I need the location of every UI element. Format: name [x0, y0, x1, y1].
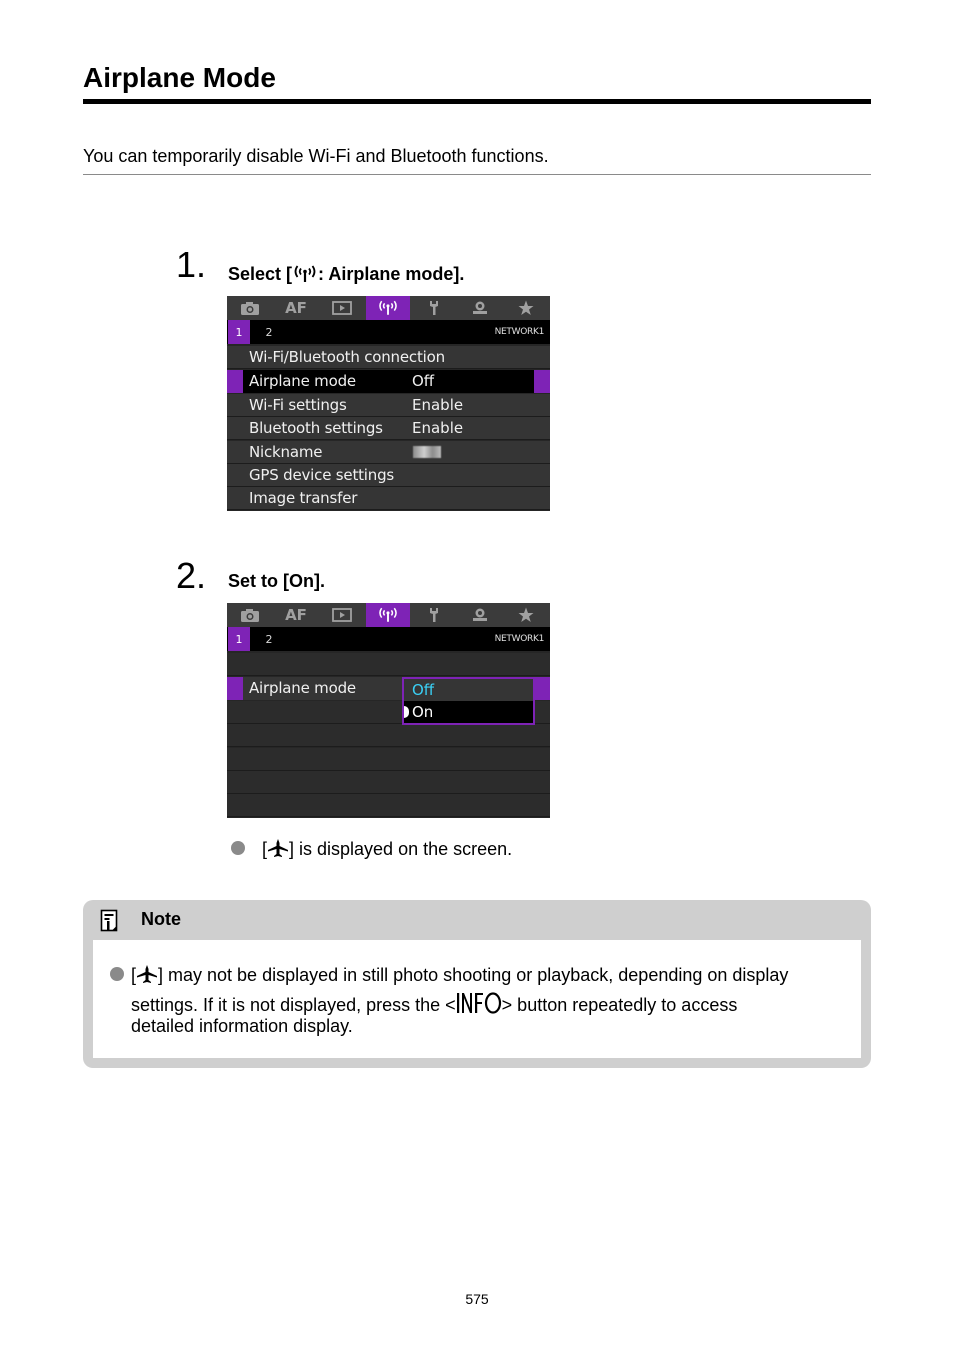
menu-item-label: Wi-Fi/Bluetooth connection	[249, 348, 445, 366]
page-title: Airplane Mode	[83, 62, 276, 93]
tab-my-menu[interactable]	[504, 603, 548, 627]
wireless-icon	[377, 300, 399, 316]
bullet-text-after: ] is displayed on the screen.	[289, 839, 513, 859]
title-divider	[83, 99, 871, 104]
blank-row	[227, 771, 550, 794]
menu-item-wifi-settings[interactable]	[227, 394, 550, 417]
subtab-1[interactable]: 1	[228, 627, 250, 651]
note-line-2-after: > button repeatedly to access	[501, 995, 738, 1015]
setting-label: Airplane mode	[249, 679, 356, 697]
menu-item-value: Enable	[412, 419, 464, 437]
tab-af-label: AF	[285, 606, 307, 624]
menu-item-nickname[interactable]	[227, 441, 550, 464]
tab-custom[interactable]	[458, 296, 502, 320]
note-line-2	[131, 992, 737, 1019]
playback-icon	[332, 301, 352, 315]
tab-af-label: AF	[285, 299, 307, 317]
tab-setup[interactable]	[412, 296, 456, 320]
playback-icon	[332, 608, 352, 622]
menu-tab-bar	[227, 603, 550, 627]
tab-af[interactable]	[274, 296, 318, 320]
option-label: On	[412, 703, 434, 721]
menu-tab-bar	[227, 296, 550, 320]
tab-setup[interactable]	[412, 603, 456, 627]
tab-network[interactable]	[366, 603, 410, 627]
note-title: Note	[141, 909, 181, 929]
note-content	[93, 940, 861, 1058]
page-number: 575	[465, 1291, 489, 1307]
camera-menu-screen	[227, 296, 550, 511]
menu-subtab-bar	[227, 320, 550, 344]
note-line-3: detailed information display.	[131, 1016, 353, 1036]
nickname-value-blurred	[413, 446, 441, 458]
bullet-dot	[110, 967, 124, 981]
wrench-icon	[426, 300, 442, 316]
camera-setting-screen	[227, 603, 550, 818]
menu-item-gps-device-settings[interactable]	[227, 464, 550, 487]
note-box	[83, 900, 871, 1068]
tab-playback[interactable]	[320, 296, 364, 320]
option-on[interactable]	[404, 701, 533, 723]
menu-item-wifi-bluetooth-connection[interactable]	[227, 346, 550, 369]
subtab-1[interactable]: 1	[228, 320, 250, 344]
menu-item-image-transfer[interactable]	[227, 487, 550, 510]
step-1-text-after: : Airplane mode].	[318, 264, 465, 284]
note-line-1-before: [	[131, 965, 137, 985]
step-2-bullet-text	[262, 838, 512, 863]
menu-item-airplane-mode[interactable]	[227, 370, 550, 393]
menu-subtab-bar	[227, 627, 550, 651]
custom-functions-icon	[471, 300, 489, 316]
info-button-icon	[456, 992, 502, 1019]
custom-functions-icon	[471, 607, 489, 623]
menu-item-label: Nickname	[249, 443, 323, 461]
blank-row	[227, 724, 550, 747]
menu-item-value: Off	[412, 372, 435, 390]
step-1-text	[228, 264, 464, 288]
step-2-text: Set to [On].	[228, 571, 325, 591]
star-icon	[518, 607, 534, 623]
option-off[interactable]	[404, 679, 533, 701]
note-line-1-after: ] may not be displayed in still photo shooting or playback, depending on display	[158, 965, 789, 985]
camera-icon	[240, 608, 260, 623]
blank-row	[227, 653, 550, 676]
camera-icon	[240, 301, 260, 316]
note-line-2-before: settings. If it is not displayed, press the <	[131, 995, 456, 1015]
airplane-icon	[136, 964, 158, 989]
menu-item-value: Enable	[412, 396, 464, 414]
wrench-icon	[426, 607, 442, 623]
option-label: Off	[412, 681, 435, 699]
tab-shooting[interactable]	[228, 603, 272, 627]
star-icon	[518, 300, 534, 316]
menu-item-label: Wi-Fi settings	[249, 396, 347, 414]
intro-text: You can temporarily disable Wi-Fi and Bluetooth functions.	[83, 146, 549, 166]
tab-custom[interactable]	[458, 603, 502, 627]
step-2-number: 2.	[176, 555, 207, 596]
bullet-dot	[231, 841, 245, 855]
tab-playback[interactable]	[320, 603, 364, 627]
subtab-2[interactable]: 2	[265, 632, 273, 646]
menu-item-bluetooth-settings[interactable]	[227, 417, 550, 440]
menu-section-label: NETWORK1	[494, 634, 544, 644]
option-cursor-marker	[404, 706, 409, 718]
intro-divider	[83, 174, 871, 175]
note-line-1	[131, 964, 788, 989]
blank-row	[227, 794, 550, 817]
menu-item-label: Image transfer	[249, 489, 358, 507]
tab-shooting[interactable]	[228, 296, 272, 320]
tab-af[interactable]	[274, 603, 318, 627]
wireless-icon	[292, 265, 318, 288]
menu-item-label: GPS device settings	[249, 466, 395, 484]
airplane-icon	[267, 838, 289, 863]
blank-row	[227, 748, 550, 771]
menu-section-label: NETWORK1	[494, 327, 544, 337]
subtab-2[interactable]: 2	[265, 325, 273, 339]
bullet-text-before: [	[262, 839, 268, 859]
tab-my-menu[interactable]	[504, 296, 548, 320]
wireless-icon	[377, 607, 399, 623]
menu-item-label: Bluetooth settings	[249, 419, 383, 437]
tab-network[interactable]	[366, 296, 410, 320]
option-popup	[402, 677, 535, 725]
step-1-text-before: Select [	[228, 264, 293, 284]
step-1-number: 1.	[176, 244, 207, 285]
note-icon	[100, 909, 120, 938]
menu-item-label: Airplane mode	[249, 372, 356, 390]
